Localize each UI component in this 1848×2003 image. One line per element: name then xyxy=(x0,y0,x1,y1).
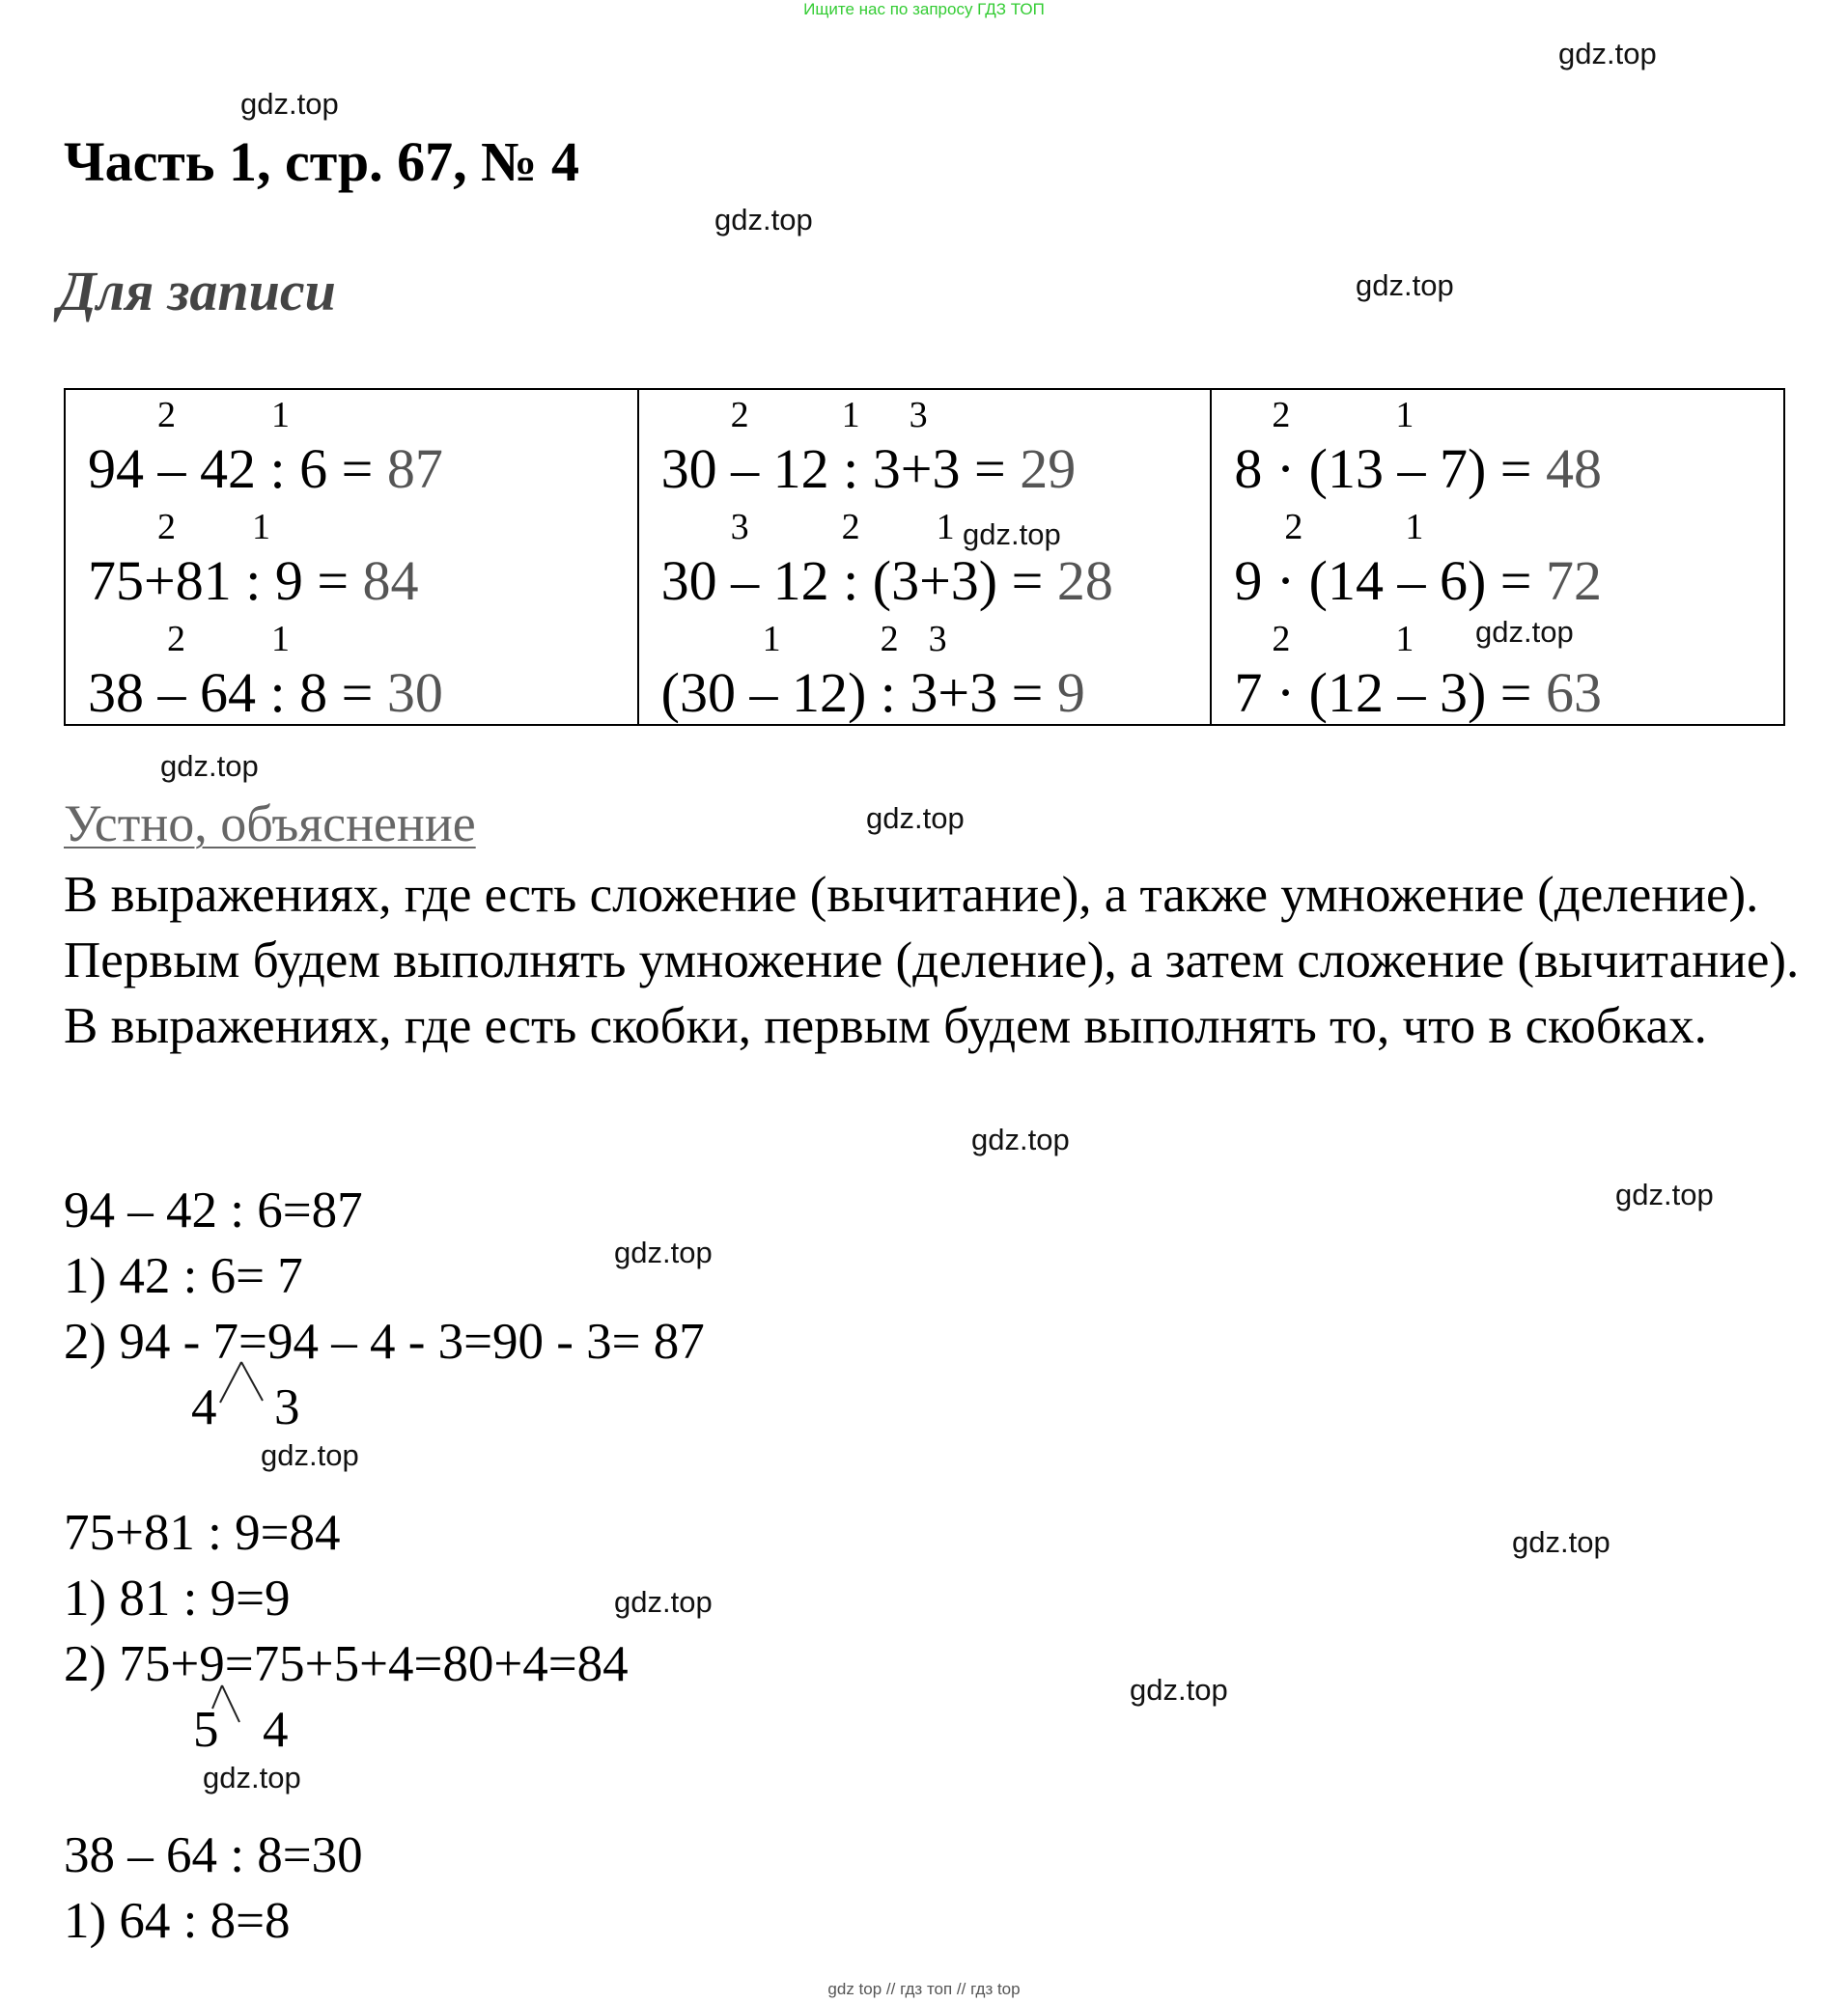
paragraph: В выражениях, где есть скобки, первым будем выполнять то, что в скобках. xyxy=(64,998,1707,1054)
answer: 9 xyxy=(1056,661,1085,724)
step-number: 1 xyxy=(936,507,955,547)
decomposition-part: 4 xyxy=(263,1702,289,1758)
watermark: gdz.top xyxy=(240,87,339,121)
answer: 29 xyxy=(1020,437,1077,500)
step-number: 1 xyxy=(762,619,781,659)
table-expression: 75+81 : 9 = 84 xyxy=(88,549,419,612)
step-number: 2 xyxy=(880,619,899,659)
section-heading: Устно, объяснение xyxy=(64,794,476,852)
watermark: gdz.top xyxy=(1130,1673,1228,1707)
page-subtitle: Для записи xyxy=(58,260,336,322)
step-number: 3 xyxy=(909,395,928,435)
table-expression: 94 – 42 : 6 = 87 xyxy=(88,437,443,500)
table-column xyxy=(639,390,1213,724)
table-column xyxy=(66,390,639,724)
answer: 28 xyxy=(1056,549,1113,612)
table-expression: 7 · (12 – 3) = 63 xyxy=(1234,661,1602,724)
watermark: gdz.top xyxy=(971,1123,1070,1156)
step-number: 3 xyxy=(730,507,749,547)
table-expression: 8 · (13 – 7) = 48 xyxy=(1234,437,1602,500)
example-step: 2) 94 - 7=94 – 4 - 3=90 - 3= 87 xyxy=(64,1314,705,1370)
example-expression: 75+81 : 9=84 xyxy=(64,1505,341,1561)
answer: 48 xyxy=(1546,437,1602,500)
watermark: gdz.top xyxy=(1475,615,1574,649)
answer: 87 xyxy=(386,437,443,500)
step-number: 1 xyxy=(1395,395,1414,435)
example-step: 1) 64 : 8=8 xyxy=(64,1893,291,1949)
step-number: 1 xyxy=(1405,507,1424,547)
example-step: 1) 42 : 6= 7 xyxy=(64,1248,303,1304)
table-expression: 30 – 12 : (3+3) = 28 xyxy=(660,549,1113,612)
decomposition-part: 5 xyxy=(193,1702,219,1758)
table-expression: 38 – 64 : 8 = 30 xyxy=(88,661,443,724)
answer: 30 xyxy=(386,661,443,724)
example-expression: 38 – 64 : 8=30 xyxy=(64,1827,363,1883)
decomposition-part: 3 xyxy=(274,1379,300,1435)
step-number: 2 xyxy=(841,507,860,547)
page-title: Часть 1, стр. 67, № 4 xyxy=(64,130,579,193)
example-step: 2) 75+9=75+5+4=80+4=84 xyxy=(64,1636,629,1692)
step-number: 2 xyxy=(167,619,185,659)
step-number: 1 xyxy=(1395,619,1414,659)
explanation-text xyxy=(64,862,1802,1059)
example-expression: 94 – 42 : 6=87 xyxy=(64,1182,363,1238)
step-number: 2 xyxy=(1284,507,1303,547)
step-number: 1 xyxy=(841,395,860,435)
answer: 72 xyxy=(1546,549,1602,612)
answer: 63 xyxy=(1546,661,1602,724)
watermark: gdz.top xyxy=(866,801,965,835)
watermark: gdz.top xyxy=(261,1438,359,1472)
top-banner[interactable]: Ищите нас по запросу ГДЗ ТОП xyxy=(803,0,1045,18)
watermark: gdz.top xyxy=(160,749,259,783)
watermark: gdz.top xyxy=(963,517,1061,551)
watermark: gdz.top xyxy=(614,1585,713,1619)
answer: 84 xyxy=(362,549,419,612)
decomposition-part: 4 xyxy=(191,1379,217,1435)
watermark: gdz.top xyxy=(1512,1525,1610,1559)
step-number: 3 xyxy=(928,619,947,659)
table-expression: (30 – 12) : 3+3 = 9 xyxy=(660,661,1085,724)
example-step: 1) 81 : 9=9 xyxy=(64,1571,291,1627)
table-column xyxy=(1212,390,1783,724)
watermark: gdz.top xyxy=(714,203,813,236)
watermark: gdz.top xyxy=(1615,1178,1714,1211)
watermark: gdz.top xyxy=(1558,37,1657,70)
step-number: 1 xyxy=(271,395,290,435)
decomposition-lines xyxy=(212,1356,280,1414)
watermark: gdz.top xyxy=(203,1761,301,1794)
step-number: 2 xyxy=(1272,395,1291,435)
watermark: gdz.top xyxy=(1356,268,1454,302)
paragraph: В выражениях, где есть сложение (вычитание), а также умножение (деление). Первым будем выполнять умножение (деление), а затем сложение (вычитание). xyxy=(64,867,1800,988)
footer-links[interactable]: gdz top // гдз топ // гдз top xyxy=(827,1980,1021,1998)
table-expression: 9 · (14 – 6) = 72 xyxy=(1234,549,1602,612)
watermark: gdz.top xyxy=(614,1236,713,1269)
step-number: 2 xyxy=(157,507,176,547)
step-number: 1 xyxy=(252,507,270,547)
step-number: 1 xyxy=(271,619,290,659)
step-number: 2 xyxy=(157,395,176,435)
step-number: 2 xyxy=(730,395,749,435)
step-number: 2 xyxy=(1272,619,1291,659)
table-expression: 30 – 12 : 3+3 = 29 xyxy=(660,437,1077,500)
expressions-table xyxy=(64,388,1785,726)
